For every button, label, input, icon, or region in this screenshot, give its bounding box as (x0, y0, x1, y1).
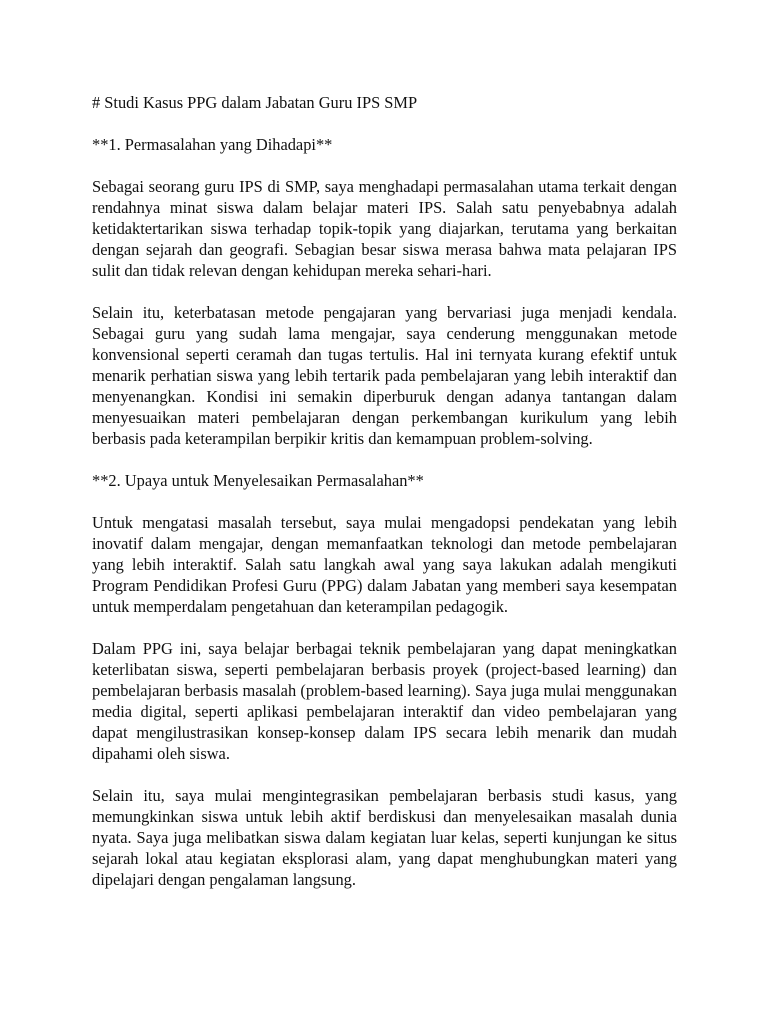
section-2-paragraph-3: Selain itu, saya mulai mengintegrasikan pembelajaran berbasis studi kasus, yang memungkinkan siswa untuk lebih aktif berdiskusi dan menyelesaikan masalah dunia nyata. Saya juga melibatkan siswa dalam kegiatan luar kelas, seperti kunjungan ke situs sejarah lokal atau kegiatan eksplorasi alam, yang dapat menghubungkan materi yang dipelajari dengan pengalaman langsung. (92, 786, 677, 889)
section-1-paragraph-1: Sebagai seorang guru IPS di SMP, saya menghadapi permasalahan utama terkait dengan rendahnya minat siswa dalam belajar materi IPS. Salah satu penyebabnya adalah ketidaktertarikan siswa terhadap topik-topik yang diajarkan, terutama yang berkaitan dengan sejarah dan geografi. Sebagian besar siswa merasa bahwa mata pelajaran IPS sulit dan tidak relevan dengan kehidupan mereka sehari-hari. (92, 177, 677, 280)
section-1-paragraph-2: Selain itu, keterbatasan metode pengajaran yang bervariasi juga menjadi kendala. Sebagai guru yang sudah lama mengajar, saya cenderung menggunakan metode konvensional seperti ceramah dan tugas tertulis. Hal ini ternyata kurang efektif untuk menarik perhatian siswa yang lebih tertarik pada pembelajaran yang lebih interaktif dan menyenangkan. Kondisi ini semakin diperburuk dengan adanya tantangan dalam menyesuaikan materi pembelajaran dengan perkembangan kurikulum yang lebih berbasis pada keterampilan berpikir kritis dan kemampuan problem-solving. (92, 303, 677, 448)
section-2-heading: **2. Upaya untuk Menyelesaikan Permasalahan** (92, 471, 424, 490)
section-2-paragraph-1: Untuk mengatasi masalah tersebut, saya mulai mengadopsi pendekatan yang lebih inovatif dalam mengajar, dengan memanfaatkan teknologi dan metode pembelajaran yang lebih interaktif. Salah satu langkah awal yang saya lakukan adalah mengikuti Program Pendidikan Profesi Guru (PPG) dalam Jabatan yang memberi saya kesempatan untuk memperdalam pengetahuan dan keterampilan pedagogik. (92, 513, 677, 616)
document-page (92, 92, 677, 911)
section-1-heading: **1. Permasalahan yang Dihadapi** (92, 135, 333, 154)
document-title: # Studi Kasus PPG dalam Jabatan Guru IPS SMP (92, 93, 418, 112)
section-2-paragraph-2: Dalam PPG ini, saya belajar berbagai teknik pembelajaran yang dapat meningkatkan keterlibatan siswa, seperti pembelajaran berbasis proyek (project-based learning) dan pembelajaran berbasis masalah (problem-based learning). Saya juga mulai menggunakan media digital, seperti aplikasi pembelajaran interaktif dan video pembelajaran yang dapat mengilustrasikan konsep-konsep dalam IPS secara lebih menarik dan mudah dipahami oleh siswa. (92, 639, 677, 763)
